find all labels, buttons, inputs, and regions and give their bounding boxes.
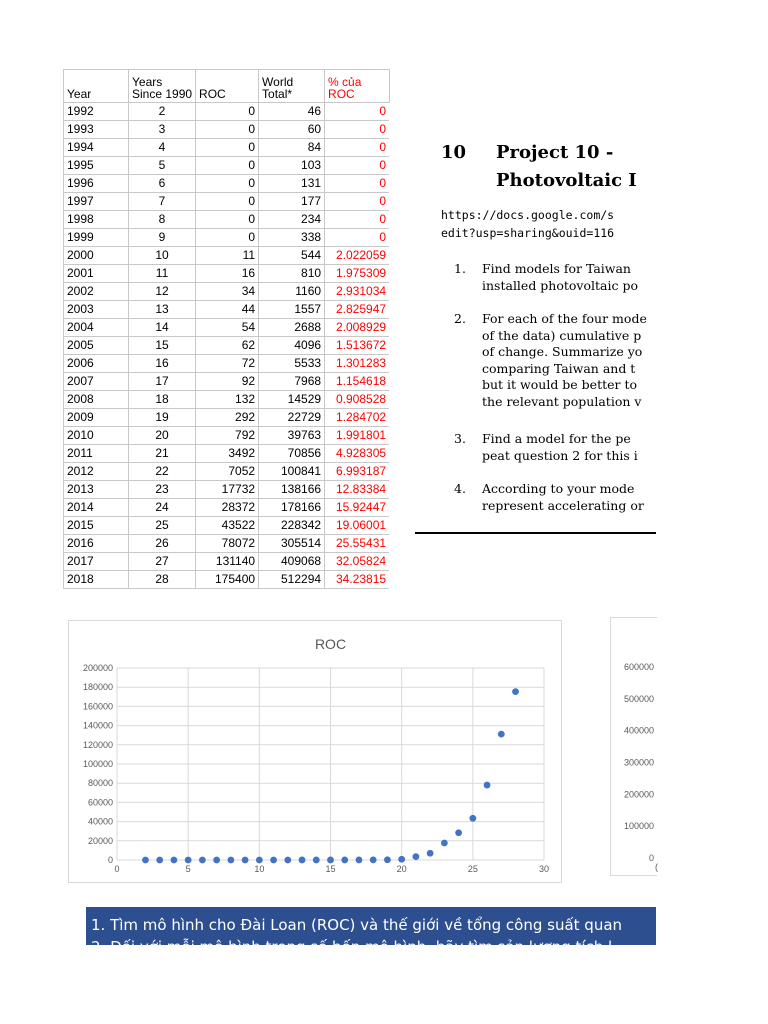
cell-pct-roc[interactable]: 6.993187 bbox=[325, 463, 390, 481]
header-year[interactable]: Year bbox=[64, 70, 129, 103]
doc-url-line2[interactable]: edit?usp=sharing&ouid=116 bbox=[441, 226, 615, 240]
cell-pct-roc[interactable]: 34.23815 bbox=[325, 571, 390, 589]
x-tick-label: ( bbox=[655, 862, 658, 872]
data-point[interactable] bbox=[227, 857, 234, 864]
cell-roc[interactable]: 16 bbox=[196, 265, 259, 283]
cell-roc[interactable]: 3492 bbox=[196, 445, 259, 463]
cell-years-since[interactable]: 10 bbox=[129, 247, 196, 265]
table-row bbox=[64, 319, 390, 337]
table-row bbox=[64, 481, 390, 499]
question-number: 1. bbox=[454, 261, 466, 276]
cell-world-total[interactable]: 810 bbox=[259, 265, 325, 283]
x-tick-label: 10 bbox=[254, 864, 265, 874]
data-point[interactable] bbox=[427, 850, 434, 857]
table-row bbox=[64, 337, 390, 355]
header-world-line1: World bbox=[262, 75, 294, 89]
cell-world-total[interactable]: 544 bbox=[259, 247, 325, 265]
cell-years-since[interactable]: 8 bbox=[129, 211, 196, 229]
cell-pct-roc[interactable]: 1.154618 bbox=[325, 373, 390, 391]
table-row bbox=[64, 445, 390, 463]
cell-world-total[interactable]: 1557 bbox=[259, 301, 325, 319]
x-tick-label: 30 bbox=[538, 864, 550, 874]
x-tick-label: 0 bbox=[114, 864, 120, 874]
table-body bbox=[64, 103, 390, 589]
y-tick-label: 40000 bbox=[87, 816, 113, 827]
cell-roc[interactable]: 131140 bbox=[196, 553, 259, 571]
data-point[interactable] bbox=[398, 856, 405, 863]
cell-years-since[interactable]: 15 bbox=[129, 337, 196, 355]
question-text-line: the relevant population v bbox=[482, 393, 642, 409]
cell-world-total[interactable]: 138166 bbox=[259, 481, 325, 499]
table-row bbox=[64, 193, 390, 211]
question-text-line: installed photovoltaic po bbox=[482, 277, 638, 293]
cell-roc[interactable]: 43522 bbox=[196, 517, 259, 535]
cell-pct-roc[interactable]: 2.931034 bbox=[325, 283, 390, 301]
cell-year[interactable]: 2018 bbox=[64, 571, 129, 589]
cell-years-since[interactable]: 9 bbox=[129, 229, 196, 247]
x-tick-label: 20 bbox=[396, 864, 407, 874]
data-point[interactable] bbox=[299, 857, 306, 864]
y-tick-label: 600000 bbox=[623, 662, 654, 672]
cell-pct-roc[interactable]: 4.928305 bbox=[325, 445, 390, 463]
table-row bbox=[64, 355, 390, 373]
cell-pct-roc[interactable]: 0.908528 bbox=[325, 391, 390, 409]
cell-world-total[interactable]: 338 bbox=[259, 229, 325, 247]
data-point[interactable] bbox=[384, 856, 391, 863]
cell-years-since[interactable]: 18 bbox=[129, 391, 196, 409]
table-row bbox=[64, 463, 390, 481]
cell-years-since[interactable]: 4 bbox=[129, 139, 196, 157]
cell-year[interactable]: 2016 bbox=[64, 535, 129, 553]
cell-pct-roc[interactable]: 15.92447 bbox=[325, 499, 390, 517]
table-row bbox=[64, 517, 390, 535]
y-tick-label: 0 bbox=[107, 855, 113, 865]
section-title-line1: Project 10 - bbox=[496, 142, 614, 163]
table-row bbox=[64, 283, 390, 301]
cell-pct-roc[interactable]: 2.008929 bbox=[325, 319, 390, 337]
header-pct-line1: % của bbox=[328, 75, 362, 89]
cell-years-since[interactable]: 16 bbox=[129, 355, 196, 373]
table-row bbox=[64, 391, 390, 409]
table-row bbox=[64, 211, 390, 229]
question-text-line: represent accelerating or bbox=[482, 497, 644, 513]
data-point[interactable] bbox=[327, 857, 334, 864]
cell-pct-roc[interactable]: 12.83384 bbox=[325, 481, 390, 499]
table-row bbox=[64, 427, 390, 445]
cell-year[interactable]: 2008 bbox=[64, 391, 129, 409]
cell-year[interactable]: 2015 bbox=[64, 517, 129, 535]
world-total-chart-partial[interactable] bbox=[610, 617, 657, 876]
cell-world-total[interactable]: 2688 bbox=[259, 319, 325, 337]
data-point[interactable] bbox=[413, 853, 420, 860]
header-world-total[interactable] bbox=[259, 70, 325, 103]
cell-year[interactable]: 2005 bbox=[64, 337, 129, 355]
question-text-line: For each of the four mode bbox=[482, 311, 647, 326]
cell-pct-roc[interactable]: 2.022059 bbox=[325, 247, 390, 265]
cell-roc[interactable]: 792 bbox=[196, 427, 259, 445]
cell-world-total[interactable]: 7968 bbox=[259, 373, 325, 391]
data-point[interactable] bbox=[284, 857, 291, 864]
table-row bbox=[64, 553, 390, 571]
cell-pct-roc[interactable]: 32.05824 bbox=[325, 553, 390, 571]
table-row bbox=[64, 175, 390, 193]
cell-world-total[interactable]: 84 bbox=[259, 139, 325, 157]
cell-world-total[interactable]: 512294 bbox=[259, 571, 325, 589]
cell-world-total[interactable]: 70856 bbox=[259, 445, 325, 463]
cell-years-since[interactable]: 25 bbox=[129, 517, 196, 535]
data-point[interactable] bbox=[356, 857, 363, 864]
y-tick-label: 100000 bbox=[82, 759, 113, 769]
cell-world-total[interactable]: 100841 bbox=[259, 463, 325, 481]
section-title-line2: Photovoltaic I bbox=[496, 170, 637, 191]
cell-roc[interactable]: 0 bbox=[196, 229, 259, 247]
y-tick-label: 100000 bbox=[623, 821, 654, 832]
data-point[interactable] bbox=[370, 856, 377, 863]
cell-pct-roc[interactable]: 0 bbox=[325, 139, 390, 157]
section-number: 10 bbox=[441, 142, 467, 163]
cell-year[interactable]: 2009 bbox=[64, 409, 129, 427]
cell-years-since[interactable]: 26 bbox=[129, 535, 196, 553]
y-tick-label: 180000 bbox=[82, 682, 113, 693]
y-tick-label: 80000 bbox=[87, 778, 113, 789]
cell-year[interactable]: 1993 bbox=[64, 121, 129, 139]
cell-pct-roc[interactable]: 1.284702 bbox=[325, 409, 390, 427]
cell-years-since[interactable]: 7 bbox=[129, 193, 196, 211]
cell-year[interactable]: 2011 bbox=[64, 445, 129, 463]
question-number: 4. bbox=[454, 481, 466, 496]
cell-pct-roc[interactable]: 25.55431 bbox=[325, 535, 390, 553]
cell-world-total[interactable]: 131 bbox=[259, 175, 325, 193]
cell-world-total[interactable]: 14529 bbox=[259, 391, 325, 409]
cell-pct-roc[interactable]: 1.513672 bbox=[325, 337, 390, 355]
bar-line-1: 1. Tìm mô hình cho Đài Loan (ROC) và thế giới về tổng công suất quan bbox=[91, 916, 623, 934]
header-years-since[interactable] bbox=[129, 70, 196, 103]
question-text-line: of change. Summarize yo bbox=[482, 344, 643, 359]
cell-year[interactable]: 2010 bbox=[64, 427, 129, 445]
cell-roc[interactable]: 54 bbox=[196, 319, 259, 337]
horizontal-rule bbox=[415, 532, 656, 534]
data-point[interactable] bbox=[484, 782, 491, 789]
cell-years-since[interactable]: 5 bbox=[129, 157, 196, 175]
spreadsheet-table bbox=[63, 69, 390, 589]
cell-years-since[interactable]: 14 bbox=[129, 319, 196, 337]
x-tick-label: 5 bbox=[185, 864, 191, 874]
cell-year[interactable]: 1995 bbox=[64, 157, 129, 175]
y-tick-label: 300000 bbox=[623, 757, 654, 768]
table-row bbox=[64, 409, 390, 427]
data-point[interactable] bbox=[341, 857, 348, 864]
cell-world-total[interactable]: 1160 bbox=[259, 283, 325, 301]
y-tick-label: 60000 bbox=[87, 797, 113, 808]
data-point[interactable] bbox=[455, 829, 462, 836]
cell-world-total[interactable]: 177 bbox=[259, 193, 325, 211]
question-text-line: of the data) cumulative p bbox=[482, 327, 642, 343]
cell-year[interactable]: 1994 bbox=[64, 139, 129, 157]
cell-years-since[interactable]: 28 bbox=[129, 571, 196, 589]
cell-world-total[interactable]: 103 bbox=[259, 157, 325, 175]
chart-title: ROC bbox=[314, 636, 347, 652]
data-point[interactable] bbox=[441, 840, 448, 847]
cell-pct-roc[interactable]: 0 bbox=[325, 193, 390, 211]
table-row bbox=[64, 373, 390, 391]
cell-pct-roc[interactable]: 0 bbox=[325, 121, 390, 139]
cell-year[interactable]: 2012 bbox=[64, 463, 129, 481]
cell-roc[interactable]: 0 bbox=[196, 103, 259, 121]
data-point[interactable] bbox=[156, 857, 163, 864]
y-tick-label: 500000 bbox=[623, 693, 654, 704]
cell-years-since[interactable]: 17 bbox=[129, 373, 196, 391]
table-row bbox=[64, 535, 390, 553]
world-chart-svg bbox=[611, 618, 657, 875]
data-point[interactable] bbox=[213, 857, 220, 864]
question-number: 2. bbox=[454, 311, 466, 326]
header-years-since-line1: Years bbox=[132, 75, 163, 89]
data-point[interactable] bbox=[256, 857, 263, 864]
header-pct-roc[interactable] bbox=[325, 70, 390, 103]
cell-pct-roc[interactable]: 1.975309 bbox=[325, 265, 390, 283]
cell-year[interactable]: 1992 bbox=[64, 103, 129, 121]
y-tick-label: 400000 bbox=[623, 725, 654, 736]
cell-pct-roc[interactable]: 19.06001 bbox=[325, 517, 390, 535]
cell-year[interactable]: 2004 bbox=[64, 319, 129, 337]
question-number: 3. bbox=[454, 431, 466, 446]
cell-year[interactable]: 2002 bbox=[64, 283, 129, 301]
cell-world-total[interactable]: 4096 bbox=[259, 337, 325, 355]
cell-year[interactable]: 2017 bbox=[64, 553, 129, 571]
table-row bbox=[64, 139, 390, 157]
cell-years-since[interactable]: 19 bbox=[129, 409, 196, 427]
data-point[interactable] bbox=[512, 688, 519, 695]
cell-year[interactable]: 2006 bbox=[64, 355, 129, 373]
cell-year[interactable]: 1999 bbox=[64, 229, 129, 247]
cell-year[interactable]: 1996 bbox=[64, 175, 129, 193]
cell-pct-roc[interactable]: 0 bbox=[325, 211, 390, 229]
table-row bbox=[64, 157, 390, 175]
doc-url-line1[interactable]: https://docs.google.com/s bbox=[441, 208, 615, 222]
cell-roc[interactable]: 62 bbox=[196, 337, 259, 355]
cell-world-total[interactable]: 46 bbox=[259, 103, 325, 121]
data-point[interactable] bbox=[199, 857, 206, 864]
y-tick-label: 200000 bbox=[623, 789, 654, 800]
cell-roc[interactable]: 0 bbox=[196, 121, 259, 139]
cell-roc[interactable]: 0 bbox=[196, 157, 259, 175]
cell-world-total[interactable]: 60 bbox=[259, 121, 325, 139]
cell-world-total[interactable]: 409068 bbox=[259, 553, 325, 571]
table-row bbox=[64, 499, 390, 517]
cell-roc[interactable]: 72 bbox=[196, 355, 259, 373]
roc-scatter-chart[interactable] bbox=[68, 620, 562, 883]
cell-pct-roc[interactable]: 1.301283 bbox=[325, 355, 390, 373]
cell-year[interactable]: 2013 bbox=[64, 481, 129, 499]
data-point[interactable] bbox=[185, 857, 192, 864]
cell-years-since[interactable]: 20 bbox=[129, 427, 196, 445]
bar-line-2: 2. Đối với mỗi mô hình trong số bốn mô hình, hãy tìm sản lượng tích l bbox=[91, 938, 613, 956]
cell-year[interactable]: 1997 bbox=[64, 193, 129, 211]
cell-years-since[interactable]: 22 bbox=[129, 463, 196, 481]
cell-years-since[interactable]: 11 bbox=[129, 265, 196, 283]
document-panel bbox=[415, 130, 656, 540]
table-header-row bbox=[64, 70, 390, 103]
cell-world-total[interactable]: 305514 bbox=[259, 535, 325, 553]
cell-pct-roc[interactable]: 2.825947 bbox=[325, 301, 390, 319]
cell-world-total[interactable]: 228342 bbox=[259, 517, 325, 535]
cell-pct-roc[interactable]: 0 bbox=[325, 175, 390, 193]
x-tick-label: 25 bbox=[467, 864, 478, 874]
y-tick-label: 140000 bbox=[82, 720, 113, 731]
cell-year[interactable]: 2001 bbox=[64, 265, 129, 283]
cell-world-total[interactable]: 39763 bbox=[259, 427, 325, 445]
cell-world-total[interactable]: 5533 bbox=[259, 355, 325, 373]
header-world-line2: Total* bbox=[262, 87, 293, 101]
data-point[interactable] bbox=[498, 731, 505, 738]
cell-roc[interactable]: 0 bbox=[196, 139, 259, 157]
y-tick-label: 160000 bbox=[82, 701, 113, 712]
cell-pct-roc[interactable]: 0 bbox=[325, 103, 390, 121]
question-text-line: Find a model for the pe bbox=[482, 431, 631, 446]
table-row bbox=[64, 103, 390, 121]
cell-pct-roc[interactable]: 0 bbox=[325, 157, 390, 175]
cell-roc[interactable]: 78072 bbox=[196, 535, 259, 553]
header-years-since-line2: Since 1990 bbox=[132, 87, 193, 101]
cell-year[interactable]: 2000 bbox=[64, 247, 129, 265]
cell-year[interactable]: 2014 bbox=[64, 499, 129, 517]
data-point[interactable] bbox=[313, 857, 320, 864]
cell-years-since[interactable]: 27 bbox=[129, 553, 196, 571]
cell-roc[interactable]: 44 bbox=[196, 301, 259, 319]
cell-world-total[interactable]: 178166 bbox=[259, 499, 325, 517]
question-text-line: comparing Taiwan and t bbox=[482, 360, 636, 376]
cell-roc[interactable]: 28372 bbox=[196, 499, 259, 517]
header-roc[interactable]: ROC bbox=[196, 70, 259, 103]
table-row bbox=[64, 247, 390, 265]
cell-roc[interactable]: 0 bbox=[196, 175, 259, 193]
cell-roc[interactable]: 0 bbox=[196, 211, 259, 229]
data-point[interactable] bbox=[142, 857, 149, 864]
cell-roc[interactable]: 92 bbox=[196, 373, 259, 391]
data-point[interactable] bbox=[171, 857, 178, 864]
data-point[interactable] bbox=[270, 857, 277, 864]
cell-world-total[interactable]: 22729 bbox=[259, 409, 325, 427]
table-row bbox=[64, 571, 390, 589]
table-row bbox=[64, 301, 390, 319]
y-tick-label: 120000 bbox=[82, 739, 113, 750]
cell-years-since[interactable]: 23 bbox=[129, 481, 196, 499]
cell-year[interactable]: 2007 bbox=[64, 373, 129, 391]
cell-roc[interactable]: 0 bbox=[196, 193, 259, 211]
question-text-line: Find models for Taiwan bbox=[482, 261, 631, 276]
cell-year[interactable]: 2003 bbox=[64, 301, 129, 319]
table-row bbox=[64, 121, 390, 139]
cell-year[interactable]: 1998 bbox=[64, 211, 129, 229]
cell-years-since[interactable]: 21 bbox=[129, 445, 196, 463]
slide-text-bar bbox=[86, 907, 656, 956]
question-text-line: but it would be better to bbox=[482, 377, 638, 392]
y-tick-label: 0 bbox=[648, 853, 654, 863]
table-row bbox=[64, 229, 390, 247]
cell-years-since[interactable]: 3 bbox=[129, 121, 196, 139]
cell-pct-roc[interactable]: 1.991801 bbox=[325, 427, 390, 445]
cell-roc[interactable]: 292 bbox=[196, 409, 259, 427]
cell-roc[interactable]: 175400 bbox=[196, 571, 259, 589]
cell-years-since[interactable]: 6 bbox=[129, 175, 196, 193]
y-tick-label: 20000 bbox=[87, 835, 113, 846]
cell-pct-roc[interactable]: 0 bbox=[325, 229, 390, 247]
table-row bbox=[64, 265, 390, 283]
cell-roc[interactable]: 11 bbox=[196, 247, 259, 265]
header-pct-line2: ROC bbox=[328, 87, 355, 101]
cell-years-since[interactable]: 12 bbox=[129, 283, 196, 301]
x-tick-label: 15 bbox=[325, 864, 336, 874]
roc-chart-svg bbox=[69, 621, 561, 882]
cell-years-since[interactable]: 2 bbox=[129, 103, 196, 121]
data-point[interactable] bbox=[469, 815, 476, 822]
cell-roc[interactable]: 132 bbox=[196, 391, 259, 409]
cell-roc[interactable]: 17732 bbox=[196, 481, 259, 499]
cell-years-since[interactable]: 24 bbox=[129, 499, 196, 517]
cell-roc[interactable]: 7052 bbox=[196, 463, 259, 481]
cell-years-since[interactable]: 13 bbox=[129, 301, 196, 319]
data-point[interactable] bbox=[242, 857, 249, 864]
cell-world-total[interactable]: 234 bbox=[259, 211, 325, 229]
y-tick-label: 200000 bbox=[82, 663, 113, 673]
question-text-line: According to your mode bbox=[482, 481, 635, 496]
cell-roc[interactable]: 34 bbox=[196, 283, 259, 301]
question-text-line: peat question 2 for this i bbox=[482, 447, 638, 463]
